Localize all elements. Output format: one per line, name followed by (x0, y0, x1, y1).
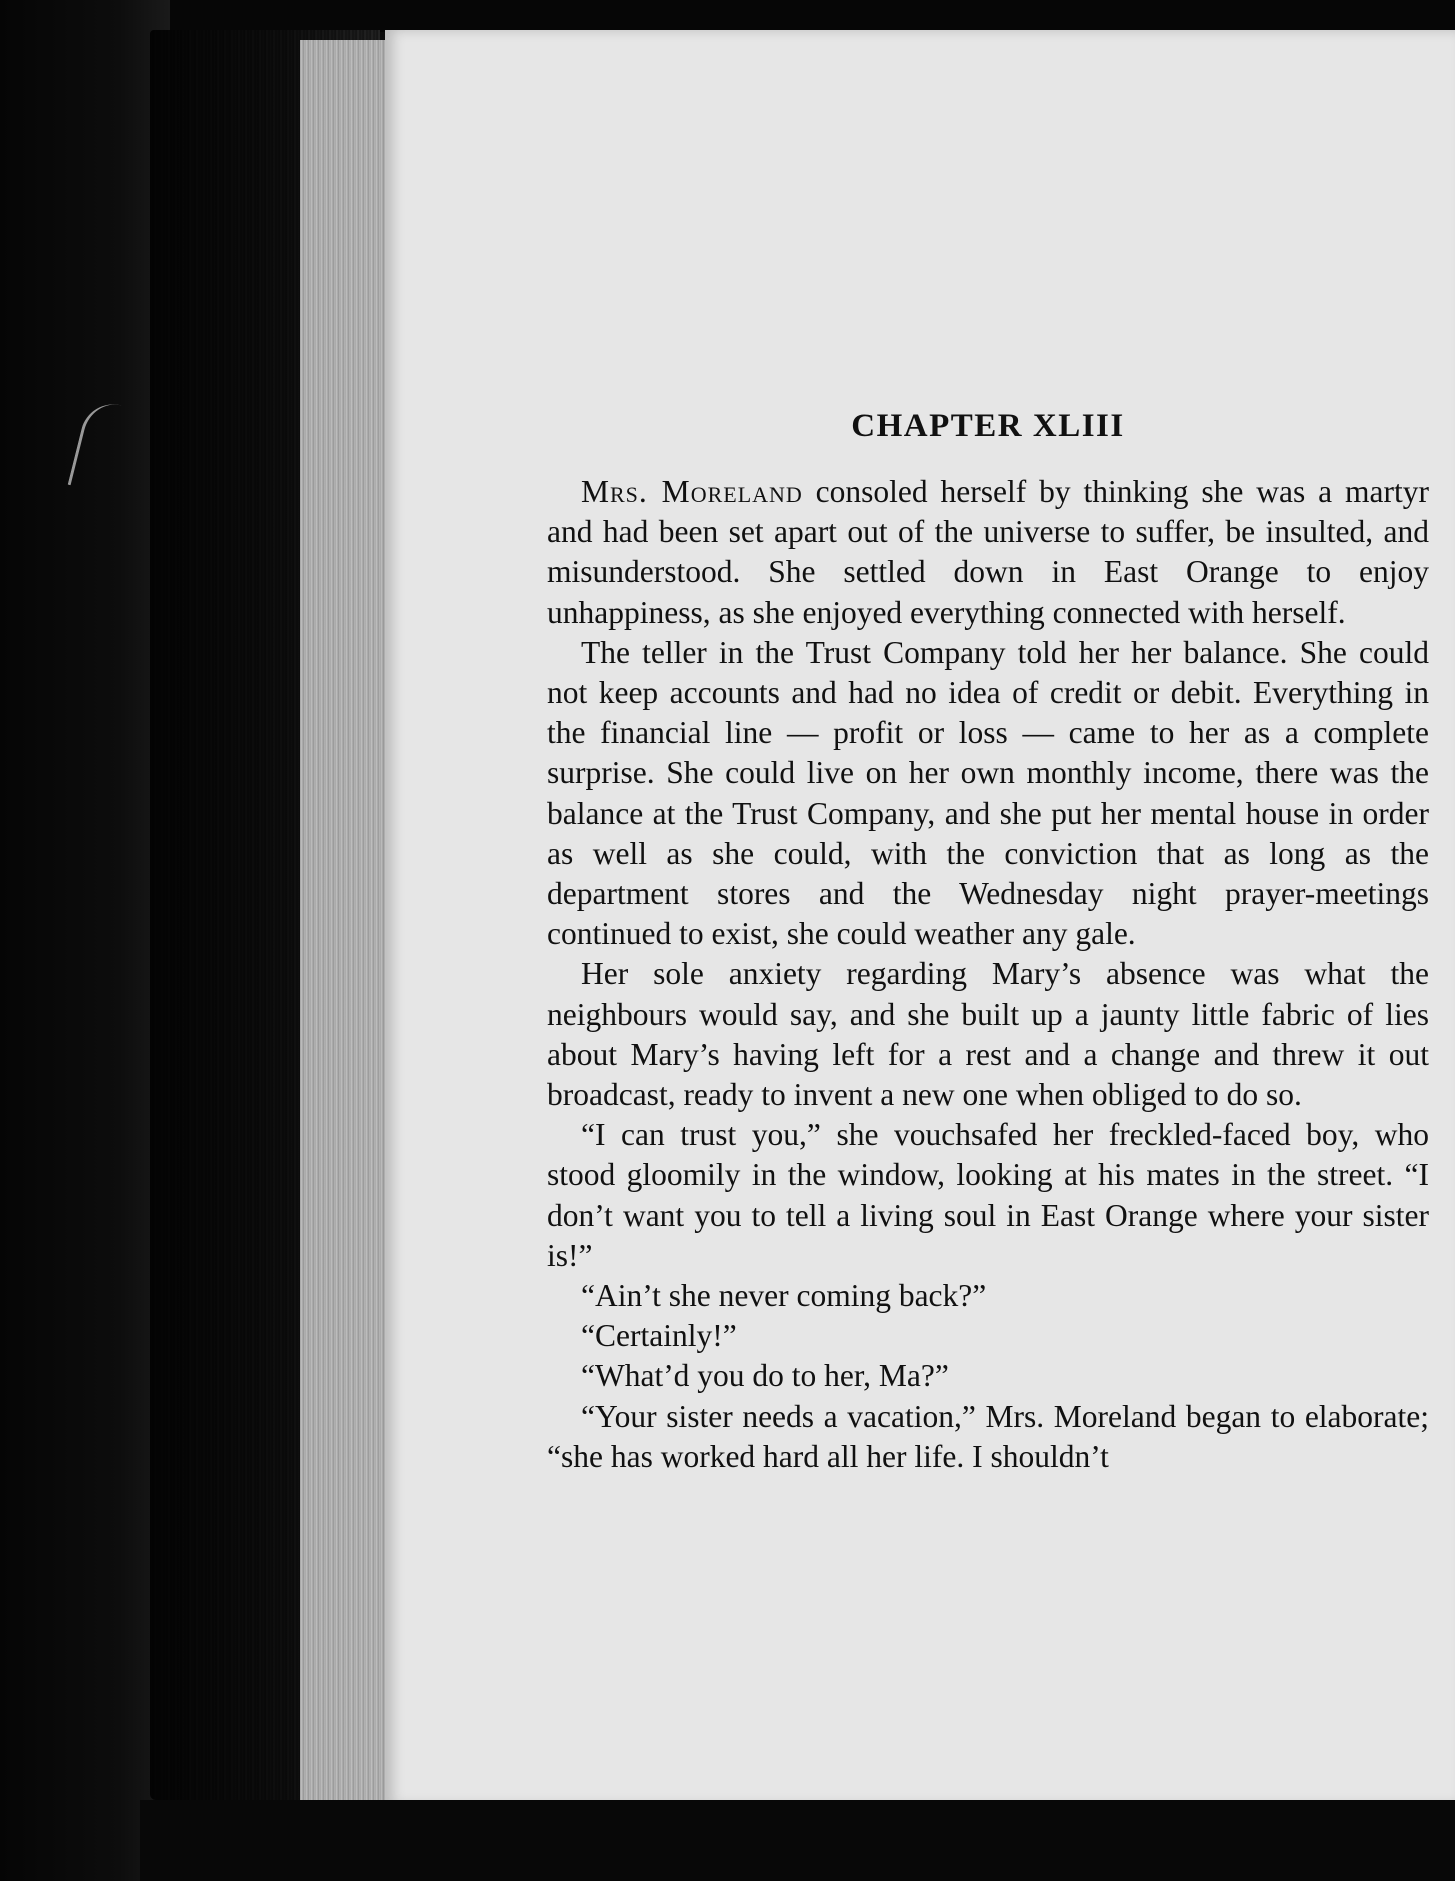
dialogue-1: “I can trust you,” she vouchsafed her freckled-faced boy, who stood gloomily in the window, looking at his mates in the street. “I don’t want you to tell a living soul in East Orange where your sister is!” (547, 1117, 1429, 1273)
paragraph-2: The teller in the Trust Company told her her balance. She could not keep accounts and had no idea of credit or debit. Everything in the financial line — profit or loss — came to her as a complete surprise. She could live on her own monthly income, there was the balance at the Trust Company, and she put her mental house in order as well as she could, with the conviction that as long as the department stores and the Wednesday night prayer-meetings continued to exist, she could weather any gale. (547, 634, 1429, 952)
dialogue-2: “Ain’t she never coming back?” (581, 1278, 987, 1314)
page-text (547, 400, 1429, 1477)
bottom-shadow (140, 1800, 1455, 1881)
paragraph-text: consoled herself by thinking she was a martyr and had been set apart out of the universe to suffer, be insulted, and misunderstood. She settled down in East Orange to enjoy unhappiness, as she enjoyed everything connected with herself. (547, 474, 1429, 630)
dark-backdrop (0, 0, 170, 1881)
dialogue-5: “Your sister needs a vacation,” Mrs. Moreland began to elaborate; “she has worked hard all her life. I shouldn’t (547, 1398, 1429, 1474)
dialogue-4: “What’d you do to her, Ma?” (581, 1358, 949, 1394)
book-page-edges (300, 40, 390, 1800)
dialogue-3: “Certainly!” (581, 1318, 737, 1354)
paragraph-1 (547, 472, 1429, 633)
lead-small-caps: Mrs. Moreland (581, 474, 803, 509)
chapter-title: CHAPTER XLIII (851, 408, 1125, 444)
paragraph-3: Her sole anxiety regarding Mary’s absence was what the neighbours would say, and she built up a jaunty little fabric of lies about Mary’s having left for a rest and a change and threw it out broadcast, ready to invent a new one when obliged to do so. (547, 956, 1429, 1113)
top-shadow (0, 0, 1455, 32)
